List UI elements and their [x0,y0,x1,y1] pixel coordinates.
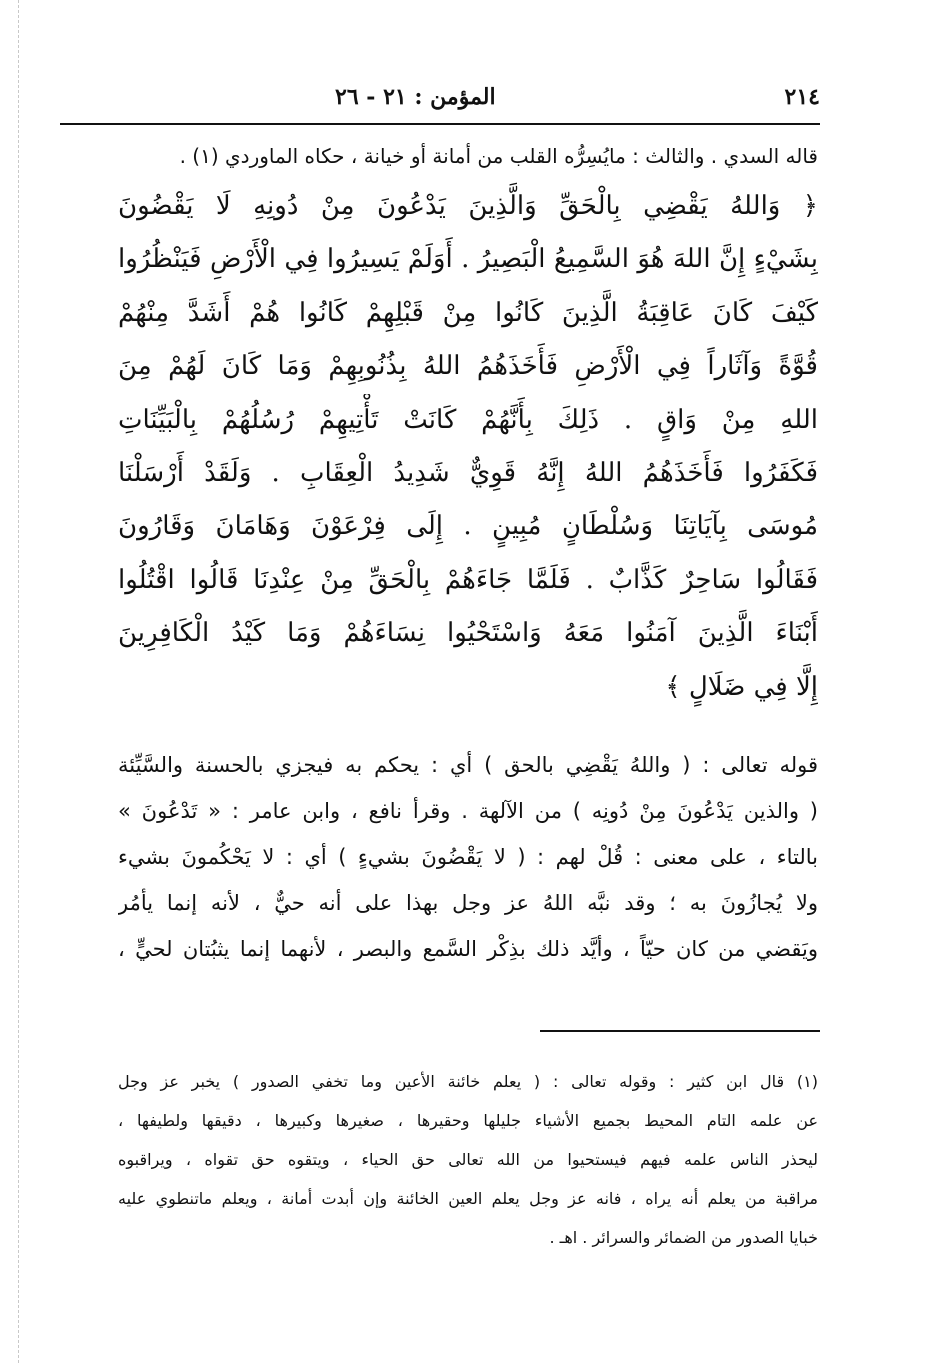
page-header [120,84,820,118]
running-title: المؤمن : ٢١ - ٢٦ [335,84,496,110]
verse-line: إِلَّا فِي ضَلَالٍ ﴾ [665,671,818,702]
verse-line: بِشَيْءٍ إِنَّ اللهَ هُوَ السَّمِيعُ الْبَصِيرُ . أَوَلَمْ يَسِيرُوا فِي الْأَرْضِ فَيَنْظُرُوا [118,244,818,275]
footnote-line: (١) قال ابن كثير : وقوله تعالى : ( يعلم خائنة الأعين وما تخفي الصدور ) يخبر عز وجل [118,1072,818,1091]
footnote-line: ليحذر الناس علمه فيهم فيستحيوا من الله تعالى حق الحياء ، ويتقوه حق تقواه ، ويراقبوه [118,1150,818,1169]
verse-line: ﴿ وَاللهُ يَقْضِي بِالْحَقِّ وَالَّذِينَ يَدْعُونَ مِنْ دُونِهِ لَا يَقْضُونَ [118,191,818,221]
footnote-line: خبايا الصدور من الضمائر والسرائر . اهـ . [549,1228,818,1247]
carryover-paragraph [118,140,818,172]
verse-line: قُوَّةً وَآثَاراً فِي الْأَرْضِ فَأَخَذَهُمُ اللهُ بِذُنُوبِهِمْ وَمَا كَانَ لَهُمْ مِنَ [118,351,818,382]
text-line: بالتاء ، على معنى : قُلْ لهم : ( لا يَقْضُونَ بشيءٍ ) أي : لا يَحْكُمونَ بشيء [118,845,818,869]
page-number: ٢١٤ [784,84,820,110]
scan-margin-line [18,0,19,1363]
footnote [118,1062,818,1257]
verse-line: كَيْفَ كَانَ عَاقِبَةُ الَّذِينَ كَانُوا مِنْ قَبْلِهِمْ كَانُوا هُمْ أَشَدَّ مِنْهُمْ [118,297,818,328]
verse-line: اللهِ مِنْ وَاقٍ . ذَلِكَ بِأَنَّهُمْ كَانَتْ تَأْتِيهِمْ رُسُلُهُمْ بِالْبَيِّنَاتِ [118,404,818,435]
commentary-paragraph [118,742,818,972]
text-line: ( والذين يَدْعُونَ مِنْ دُونِه ) من الآلهة . وقرأ نافع ، وابن عامر : « تَدْعُونَ » [118,799,818,823]
footnote-separator [540,1030,820,1032]
header-rule [60,123,820,125]
text-line: ويَقضي من كان حيّاً ، وأيَّد ذلك بذِكْر السَّمع والبصر ، لأنهما إنما يثبُتان لحيٍّ ، [118,937,818,961]
verse-line: فَكَفَرُوا فَأَخَذَهُمُ اللهُ إِنَّهُ قَوِيٌّ شَدِيدُ الْعِقَابِ . وَلَقَدْ أَرْسَلْنَا [118,458,818,489]
verse-line: مُوسَى بِآيَاتِنَا وَسُلْطَانٍ مُبِينٍ . إِلَى فِرْعَوْنَ وَهَامَانَ وَقَارُونَ [118,511,818,542]
verse-line: أَبْنَاءَ الَّذِينَ آمَنُوا مَعَهُ وَاسْتَحْيُوا نِسَاءَهُمْ وَمَا كَيْدُ الْكَافِرِينَ [118,618,818,649]
text-line: ولا يُجازُونَ به ؛ وقد نبَّه اللهُ عز وجل بهذا على أنه حيٌّ ، لأنه إنما يأمُر [118,891,818,915]
text-line: قوله تعالى : ( واللهُ يَقْضِي بالحق ) أي : يحكم به فيجزي بالحسنة والسَّيِّئة [118,753,818,777]
footnote-line: عن علمه التام المحيط بجميع الأشياء جليلها وحقيرها ، صغيرها وكبيرها ، دقيقها ولطيفها ، [118,1111,818,1130]
footnote-line: مراقبة من يعلم أنه يراه ، فانه عز وجل يعلم العين الخائنة وإن أبدت أمانة ، ويعلم ماتنطوي عليه [118,1189,818,1208]
verse-line: فَقَالُوا سَاحِرٌ كَذَّابٌ . فَلَمَّا جَاءَهُمْ بِالْحَقِّ مِنْ عِنْدِنَا قَالُوا اقْتُلُوا [118,564,818,595]
quran-verses [118,180,818,714]
text-line: قاله السدي . والثالث : مايُسِرُّه القلب من أمانة أو خيانة ، حكاه الماوردي (١) . [179,144,818,168]
